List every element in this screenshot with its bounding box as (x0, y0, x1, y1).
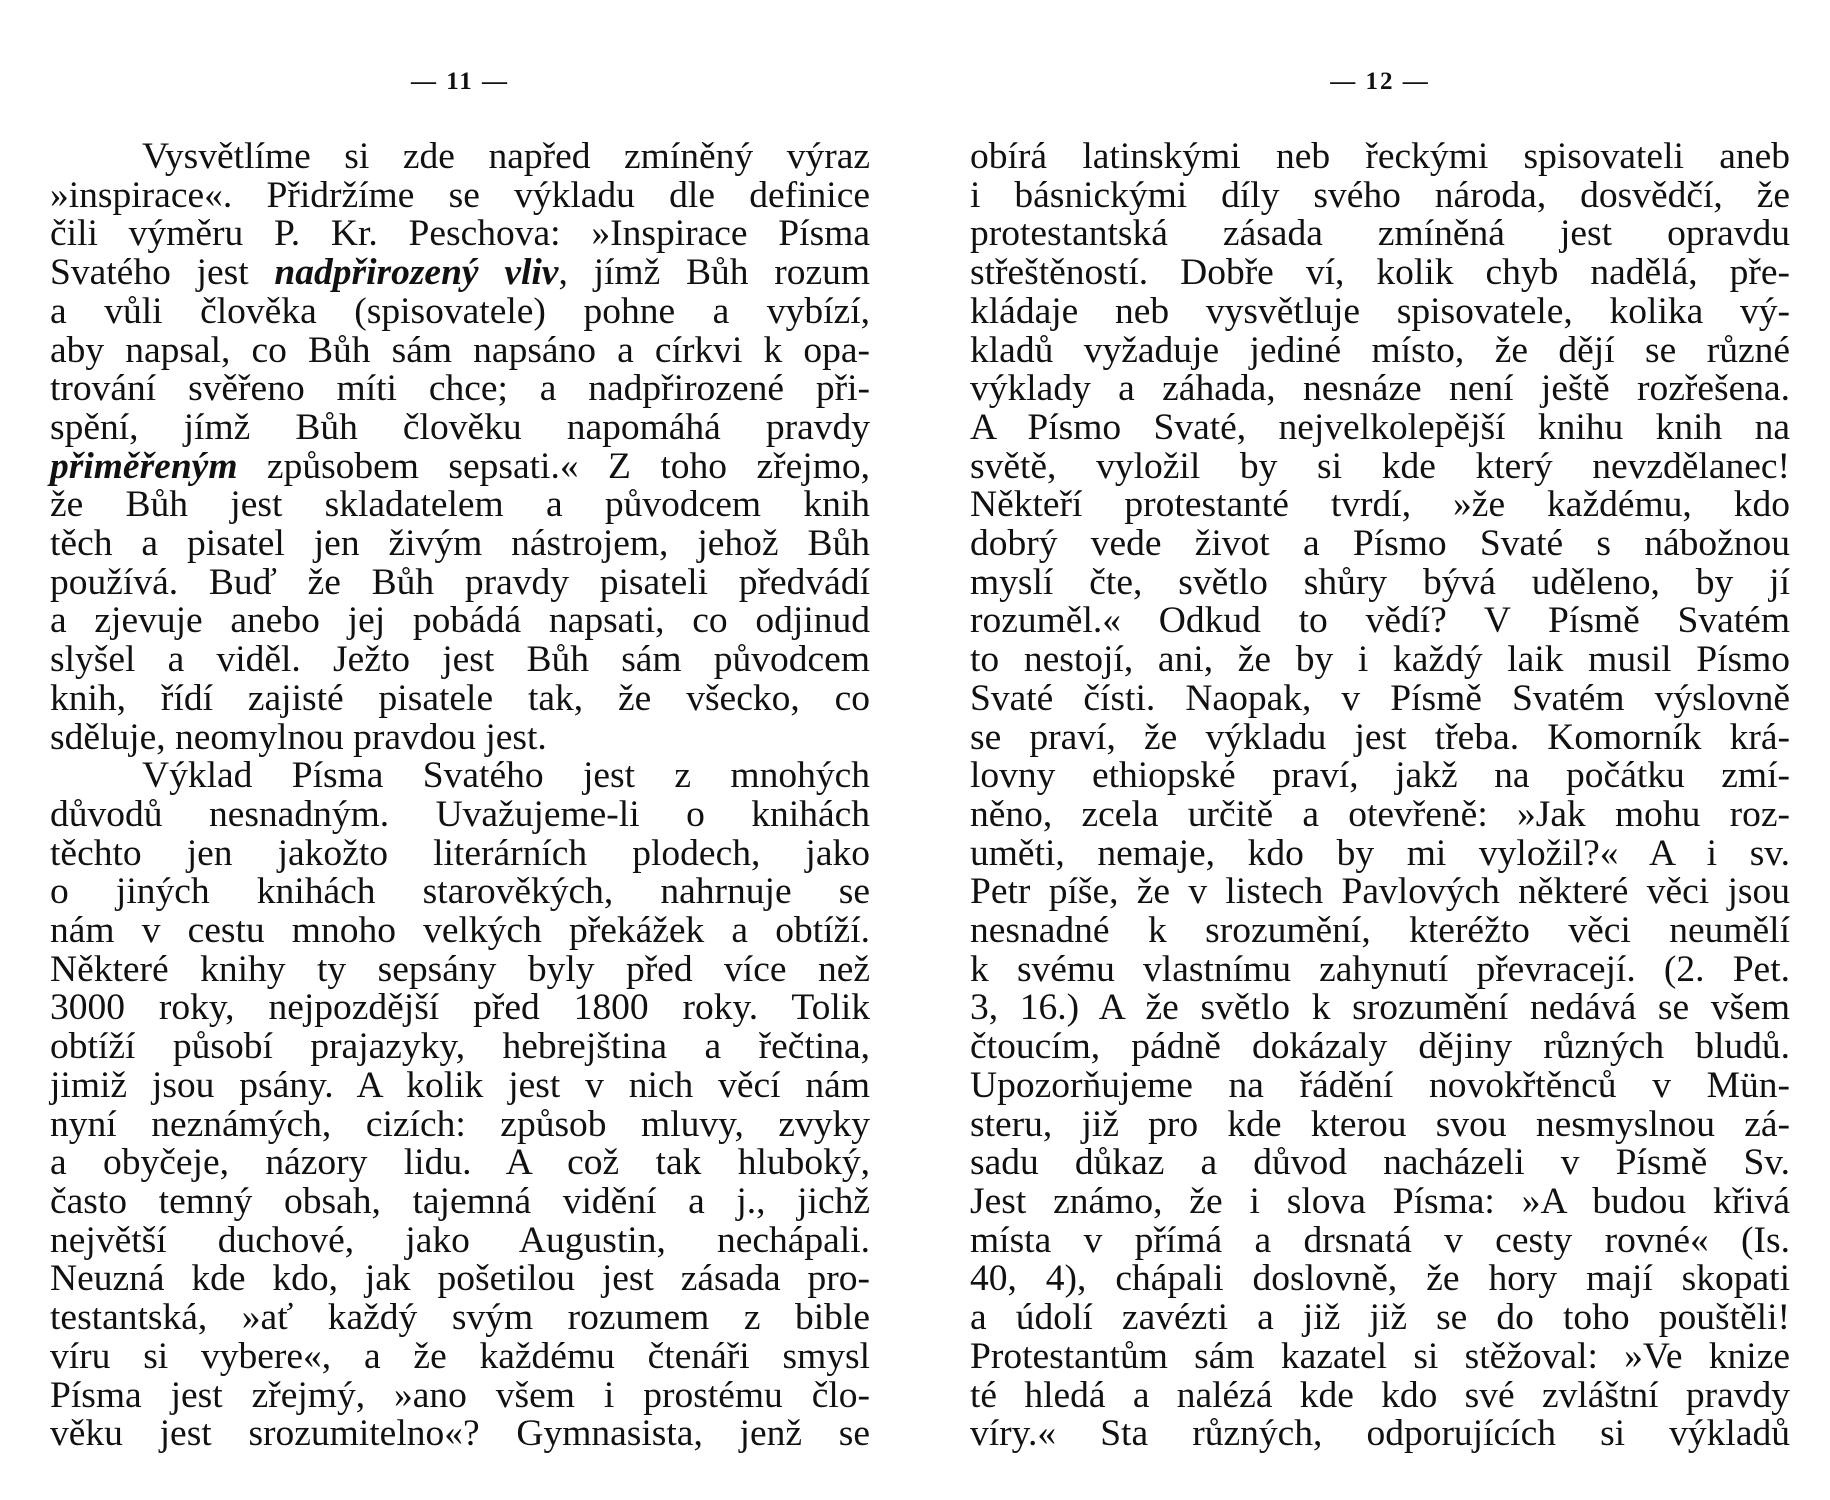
text-line: Protestantům sám kazatel si stěžoval: »Ve knize (970, 1335, 1790, 1377)
text-line: se praví, že výkladu jest třeba. Komorník krá- (970, 716, 1790, 758)
text-line: těch a pisatel jen živým nástrojem, jehož Bůh (50, 523, 870, 565)
text-line: obtíží působí prajazyky, hebrejština a řečtina, (50, 1026, 870, 1068)
text-line: Vysvětlíme si zde napřed zmíněný výraz (142, 136, 870, 177)
text-line: největší duchové, jako Augustin, nechápali. (50, 1219, 870, 1261)
left-page (50, 0, 870, 1500)
emphasis: nadpřirozený vliv (274, 252, 559, 294)
text-line: nyní neznámých, cizích: způsob mluvy, zvyky (50, 1103, 870, 1145)
text-line: Písma jest zřejmý, »ano všem i prostému člo- (50, 1374, 870, 1416)
text-line: slyšel a viděl. Ježto jest Bůh sám původcem (50, 639, 870, 681)
page-text (50, 138, 870, 1454)
text-line: protestantská zásada zmíněná jest opravdu (970, 213, 1790, 255)
text-line: a údolí zavézti a již již se do toho pouštěli! (970, 1297, 1790, 1339)
text-line: čili výměru P. Kr. Peschova: »Inspirace Písma (50, 213, 870, 255)
text-line: rozuměl.« Odkud to vědí? V Písmě Svatém (970, 600, 1790, 642)
text-line: důvodů nesnadným. Uvažujeme-li o knihách (50, 793, 870, 835)
right-page (970, 0, 1790, 1500)
text-line: věku jest srozumitelno«? Gymnasista, jenž se (50, 1413, 870, 1455)
text-line: Jest známo, že i slova Písma: »A budou křivá (970, 1180, 1790, 1222)
text-line: čtoucím, pádně dokázaly dějiny různých bludů. (970, 1026, 1790, 1068)
text-line: že Bůh jest skladatelem a původcem knih (50, 484, 870, 526)
text-line: přiměřeným způsobem sepsati.« Z toho zřejmo, (50, 445, 870, 487)
text-line: »inspirace«. Přidržíme se výkladu dle definice (50, 174, 870, 216)
text-line: testantská, »ať každý svým rozumem z bible (50, 1297, 870, 1339)
page-number: — 11 — (410, 68, 510, 95)
text-line: k svému vlastnímu zahynutí převracejí. (2. Pet. (970, 948, 1790, 990)
text-line: trování svěřeno míti chce; a nadpřirozené při- (50, 368, 870, 410)
text-line: té hledá a nalézá kde kdo své zvláštní pravdy (970, 1374, 1790, 1416)
text-line: sadu důkaz a důvod nacházeli v Písmě Sv. (970, 1142, 1790, 1184)
text-line: 3, 16.) A že světlo k srozumění nedává se všem (970, 987, 1790, 1029)
text-line: něno, zcela určitě a otevřeně: »Jak mohu roz- (970, 793, 1790, 835)
text-line: lovny ethiopské praví, jakž na počátku zmí- (970, 755, 1790, 797)
text-line: kladů vyžaduje jediné místo, že dějí se různé (970, 329, 1790, 371)
text-line: výklady a záhada, nesnáze není ještě rozřešena. (970, 368, 1790, 410)
text-line: dobrý vede život a Písmo Svaté s nábožnou (970, 523, 1790, 565)
text-line: Někteří protestanté tvrdí, »že každému, kdo (970, 484, 1790, 526)
text-line: A Písmo Svaté, nejvelkolepější knihu knih na (970, 406, 1790, 448)
text-line: Svaté čísti. Naopak, v Písmě Svatém výslovně (970, 677, 1790, 719)
text-line: kládaje neb vysvětluje spisovatele, kolika vý- (970, 290, 1790, 332)
text-line: a zjevuje anebo jej pobádá napsati, co odjinud (50, 600, 870, 642)
text-line: často temný obsah, tajemná vidění a j., jichž (50, 1180, 870, 1222)
page-text (970, 138, 1790, 1454)
text-line: uměti, nemaje, kdo by mi vyložil?« A i sv. (970, 832, 1790, 874)
text-line: nám v cestu mnoho velkých překážek a obtíží. (50, 910, 870, 952)
text-line: 3000 roky, nejpozdější před 1800 roky. Tolik (50, 987, 870, 1029)
text-line: steru, již pro kde kterou svou nesmyslnou zá- (970, 1103, 1790, 1145)
text-line: a obyčeje, názory lidu. A což tak hluboký, (50, 1142, 870, 1184)
text-line: a vůli člověka (spisovatele) pohne a vybízí, (50, 290, 870, 332)
text-line: Neuzná kde kdo, jak pošetilou jest zásada pro- (50, 1258, 870, 1300)
text-line: sděluje, neomylnou pravdou jest. (50, 716, 547, 758)
text-line: Některé knihy ty sepsány byly před více než (50, 948, 870, 990)
text-line: aby napsal, co Bůh sám napsáno a církvi k opa- (50, 329, 870, 371)
text-line: používá. Buď že Bůh pravdy pisateli předvádí (50, 561, 870, 603)
text-line: Výklad Písma Svatého jest z mnohých (142, 755, 870, 797)
text-line: i básnickými díly svého národa, dosvědčí, že (970, 174, 1790, 216)
text-line: myslí čte, světlo shůry bývá uděleno, by jí (970, 561, 1790, 603)
text-line: víry.« Sta různých, odporujících si výkladů (970, 1413, 1790, 1455)
text-line: obírá latinskými neb řeckými spisovateli aneb (970, 136, 1790, 177)
text-line: nesnadné k srozumění, kteréžto věci neumělí (970, 910, 1790, 952)
text-line: spění, jímž Bůh člověku napomáhá pravdy (50, 406, 870, 448)
text-line: Svatého jest nadpřirozený vliv, jímž Bůh rozum (50, 252, 871, 294)
text-line: knih, řídí zajisté pisatele tak, že všecko, co (50, 677, 870, 719)
text-line: těchto jen jakožto literárních plodech, jako (50, 832, 870, 874)
text-line: o jiných knihách starověkých, nahrnuje se (50, 871, 870, 913)
text-line: jimiž jsou psány. A kolik jest v nich věcí nám (50, 1064, 870, 1106)
text-line: střeštěností. Dobře ví, kolik chyb nadělá, pře- (970, 252, 1790, 294)
emphasis: přiměřeným (50, 445, 238, 487)
text-line: to nestojí, ani, že by i každý laik musil Písmo (970, 639, 1790, 681)
text-line: světě, vyložil by si kde který nevzdělanec! (970, 445, 1790, 487)
page-number: — 12 — (1330, 68, 1430, 95)
text-line: 40, 4), chápali doslovně, že hory mají skopati (970, 1258, 1790, 1300)
text-line: Upozorňujeme na řádění novokřtěnců v Mün- (970, 1064, 1790, 1106)
text-line: místa v přímá a drsnatá v cesty rovné« (Is. (970, 1219, 1790, 1261)
text-line: víru si vybere«, a že každému čtenáři smysl (50, 1335, 870, 1377)
text-line: Petr píše, že v listech Pavlových některé věci jsou (970, 871, 1790, 913)
